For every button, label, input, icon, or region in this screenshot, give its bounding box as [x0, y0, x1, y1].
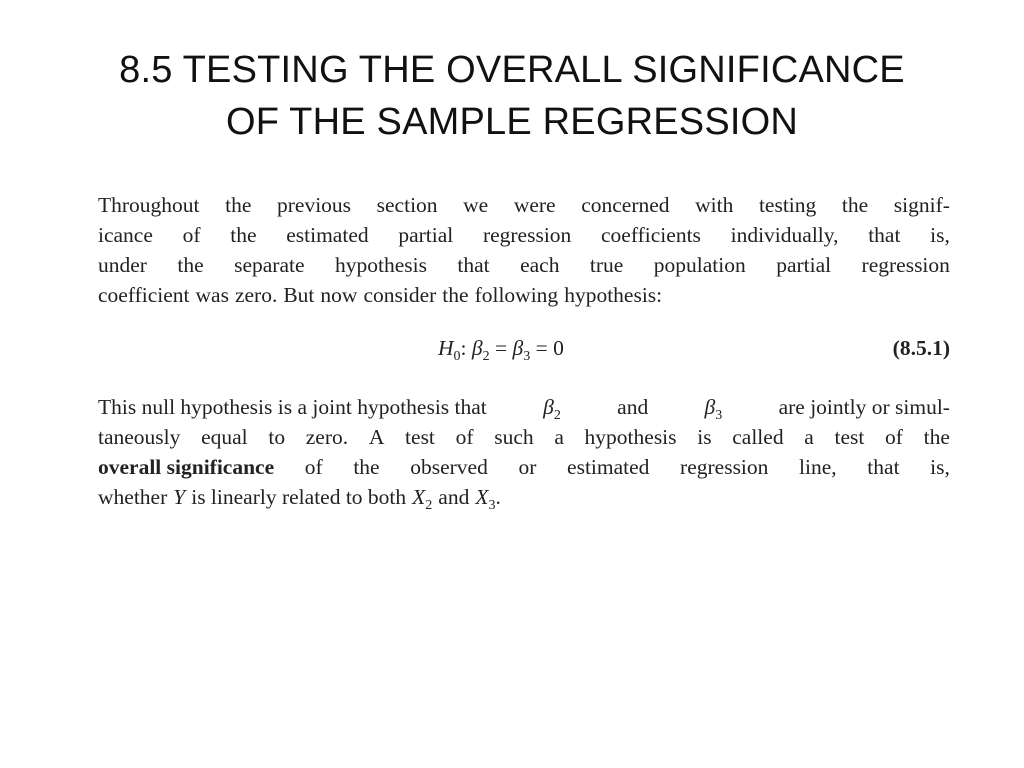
word: is,: [930, 455, 950, 479]
word: of: [304, 455, 323, 479]
word: regression: [861, 253, 950, 277]
word: coefficient: [98, 283, 190, 307]
word: line,: [799, 455, 837, 479]
word: zero.: [234, 283, 278, 307]
word: hypothesis:: [564, 283, 663, 307]
word: separate: [234, 253, 305, 277]
word: regression: [482, 223, 572, 247]
word: true: [589, 253, 624, 277]
paragraph-2-line-3: [98, 452, 950, 482]
word: the: [177, 253, 204, 277]
hypothesis-equation: [98, 336, 950, 366]
word: regression: [680, 455, 769, 479]
word: of: [885, 425, 903, 449]
word: following: [474, 283, 559, 307]
word: the: [841, 193, 869, 217]
word: section: [376, 193, 438, 217]
word: Throughout: [98, 193, 200, 217]
overall-significance-term: overall significance: [98, 455, 275, 479]
word: of: [455, 425, 474, 449]
equation-number: (8.5.1): [892, 336, 950, 360]
paragraph-1: [98, 190, 950, 310]
word: to: [268, 425, 286, 449]
word: But: [283, 283, 315, 307]
word: we: [463, 193, 489, 217]
word: individually,: [730, 223, 839, 247]
word: equal: [201, 425, 248, 449]
word: population: [653, 253, 746, 277]
word: such: [494, 425, 534, 449]
title-line-2: OF THE SAMPLE REGRESSION: [225, 101, 799, 143]
word: is,: [930, 223, 950, 247]
word: each: [520, 253, 560, 277]
word: partial: [776, 253, 832, 277]
paragraph-2: [98, 392, 950, 512]
paragraph-1-line: [98, 220, 950, 250]
paragraph-2-line-4: whether Y is linearly related to both $X_2$ and $X_3$.: [98, 485, 501, 513]
paragraph-1-line: [98, 190, 950, 220]
word: A: [368, 425, 385, 449]
word: was: [195, 283, 229, 307]
word: coefficients: [601, 223, 701, 247]
word: under: [98, 253, 147, 277]
word: taneously: [98, 425, 181, 449]
word: icance: [98, 223, 153, 247]
word: or: [518, 455, 537, 479]
word: is: [697, 425, 712, 449]
paragraph-1-line: [98, 250, 950, 280]
word: were: [513, 193, 556, 217]
word: the: [923, 425, 950, 449]
word: hypothesis: [584, 425, 677, 449]
word: the: [225, 193, 252, 217]
word: zero.: [305, 425, 349, 449]
equation-expression: $H_0$: $\beta_2 = \beta_3 = 0$: [438, 336, 564, 364]
paragraph-2-line-1: This null hypothesis is a joint hypothesis that $\beta_2$ and $\beta_3$ are jointly or simul-: [98, 395, 950, 423]
word: test: [405, 425, 435, 449]
title-line-1: 8.5 TESTING THE OVERALL SIGNIFICANCE: [119, 49, 905, 91]
word: previous: [277, 193, 352, 217]
word: the: [230, 223, 257, 247]
paragraph-2-line-2: [98, 422, 950, 452]
slide-title: [0, 44, 1024, 148]
word: that: [867, 455, 900, 479]
word: called: [732, 425, 784, 449]
word: that: [868, 223, 901, 247]
paragraph-1-line: [98, 280, 950, 310]
word: a: [554, 425, 564, 449]
word: the: [442, 283, 469, 307]
word: that: [457, 253, 490, 277]
word: hypothesis: [334, 253, 427, 277]
word: test: [834, 425, 865, 449]
word: concerned: [581, 193, 670, 217]
word: estimated: [567, 455, 650, 479]
word: signif-: [893, 193, 950, 217]
word: a: [804, 425, 814, 449]
word: testing: [758, 193, 817, 217]
word: the: [353, 455, 380, 479]
word: now: [320, 283, 358, 307]
word: partial: [398, 223, 454, 247]
word: estimated: [286, 223, 369, 247]
word: of: [182, 223, 201, 247]
word: with: [695, 193, 734, 217]
word: consider: [363, 283, 437, 307]
word: observed: [410, 455, 488, 479]
